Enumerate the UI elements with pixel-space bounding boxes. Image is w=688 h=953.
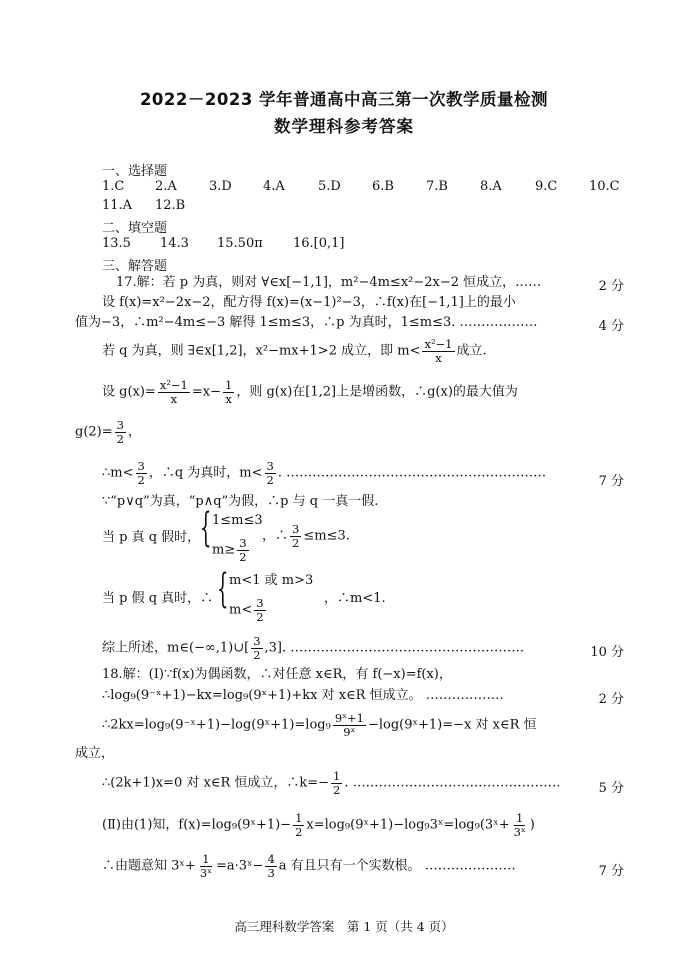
q17-case-label: 当 p 真 q 假时， xyxy=(102,530,201,545)
answer-item: 9.C xyxy=(535,179,558,194)
system-bottom: m< $\frac{3}{2}$ xyxy=(229,596,264,624)
answer-item: 6.B xyxy=(372,179,394,194)
answer-item: 8.A xyxy=(480,179,502,194)
system-bottom: m≥ $\frac{3}{2}$ xyxy=(212,536,247,564)
score-mark: 7 分 xyxy=(598,474,624,489)
answer-item: 2.A xyxy=(155,179,177,194)
page-footer: 高三理科数学答案 第 1 页（共 4 页） xyxy=(234,919,454,934)
answer-item: 11.A xyxy=(102,198,133,213)
fraction: $\frac{\text{x²−1}}{x}$ xyxy=(159,378,188,406)
fraction: $\frac{3}{2}$ xyxy=(253,634,261,662)
q17-line: 17.解：若 p 为真，则对 ∀∈x[−1,1]，m²−4m≤x²−2x−2 恒成立，…… xyxy=(116,275,542,290)
page-title: 2022－2023 学年普通高中高三第一次教学质量检测 xyxy=(139,90,549,109)
q18-line: ∴(2k+1)x=0 对 x∈R 恒成立，∴k=− $\frac{1}{2}$ . ………………………………………… xyxy=(102,769,561,797)
q17-line: g(2)= $\frac{3}{2}$ ， xyxy=(75,418,141,446)
fraction: $\frac{3}{2}$ xyxy=(266,459,274,487)
fraction: $\frac{3}{2}$ xyxy=(292,522,300,550)
q17-line: 设 g(x)= $\frac{\text{x²−1}}{x}$ =x− $\frac{1}{x}$ ，则 g(x)在[1,2]上是增函数，∴g(x)的最大值为 xyxy=(102,378,518,406)
q18-line: 成立， xyxy=(75,746,115,761)
score-mark: 2 分 xyxy=(598,692,624,707)
answer-item: 1.C xyxy=(102,179,125,194)
q17-case-result: ，∴m<1. xyxy=(324,591,386,606)
answer-item: 3.D xyxy=(209,179,232,194)
q18-line: 18.解：(Ⅰ)∵f(x)为偶函数，∴对任意 x∈R，有 f(−x)=f(x)， xyxy=(102,667,452,682)
fraction: $\frac{3}{2}$ xyxy=(256,596,264,624)
fraction: $\frac{\text{x²−1}}{x}$ xyxy=(424,337,453,365)
fraction: $\frac{\text{9ˣ+1}}{\text{9ˣ}}$ xyxy=(334,711,364,739)
q17-line: 值为−3，∴m²−4m≤−3 解得 1≤m≤3，∴p 为真时，1≤m≤3. ……………… xyxy=(75,315,538,330)
fraction: $\frac{3}{2}$ xyxy=(239,536,247,564)
answer-item: 7.B xyxy=(426,179,448,194)
fraction: $\frac{1}{2}$ xyxy=(333,769,341,797)
section-heading-solve: 三、解答题 xyxy=(102,259,168,274)
score-mark: 5 分 xyxy=(598,781,624,796)
brace-icon: { xyxy=(200,505,212,551)
q18-line: ∴log₉(9⁻ˣ+1)−kx=log₉(9ˣ+1)+kx 对 x∈R 恒成立。 ……………… xyxy=(102,688,504,703)
score-mark: 10 分 xyxy=(590,645,624,660)
answer-item: 10.C xyxy=(589,179,620,194)
score-mark: 4 分 xyxy=(598,319,624,334)
q17-case-result: ，∴ $\frac{3}{2}$ ≤m≤3. xyxy=(262,522,350,550)
answer-item: 5.D xyxy=(318,179,341,194)
answer-item: 4.A xyxy=(263,179,285,194)
section-heading-fill: 二、填空题 xyxy=(102,221,168,236)
brace-icon: { xyxy=(217,566,229,612)
score-mark: 2 分 xyxy=(598,279,624,294)
fraction: $\frac{3}{2}$ xyxy=(116,418,124,446)
answer-item: 16.[0,1] xyxy=(293,236,345,251)
score-mark: 7 分 xyxy=(598,864,624,879)
q18-line: (Ⅱ)由(1)知，f(x)=log₉(9ˣ+1)− $\frac{1}{2}$ x=log₉(9ˣ+1)−log₉3ˣ=log₉(3ˣ+ $\frac{1}{\text{3ˣ}}$ ) xyxy=(102,811,535,839)
answer-item: 15.50π xyxy=(217,236,263,251)
answer-item: 13.5 xyxy=(102,236,131,251)
fraction: $\frac{3}{2}$ xyxy=(137,459,145,487)
fraction: $\frac{4}{3}$ xyxy=(267,852,275,880)
fraction: $\frac{1}{\text{3ˣ}}$ xyxy=(199,852,213,880)
q17-line: ∴m< $\frac{3}{2}$ ，∴q 为真时，m< $\frac{3}{2}$ . …………………………………………………… xyxy=(102,459,547,487)
q18-line: ∴由题意知 3ˣ+ $\frac{1}{\text{3ˣ}}$ =a·3ˣ− $\frac{4}{3}$ a 有且只有一个实数根。 ………………… xyxy=(102,852,516,880)
system-top: m<1 或 m>3 xyxy=(229,573,314,588)
section-heading-choice: 一、选择题 xyxy=(102,164,168,179)
q17-case-label: 当 p 假 q 真时，∴ xyxy=(102,591,214,606)
fraction: $\frac{1}{x}$ xyxy=(225,378,233,406)
q17-line: 综上所述，m∈(−∞,1)∪[ $\frac{3}{2}$ ,3]. ……………………………………………… xyxy=(102,634,525,662)
q18-line: ∴2kx=log₉(9⁻ˣ+1)−log(9ˣ+1)=log₉ $\frac{\text{9ˣ+1}}{\text{9ˣ}}$ −log(9ˣ+1)=−x 对 x∈R 恒 xyxy=(102,711,537,739)
q17-line: 若 q 为真，则 ∃∈x[1,2]，x²−mx+1>2 成立，即 m< $\frac{\text{x²−1}}{x}$ 成立. xyxy=(102,337,487,365)
q17-line: ∵“p∨q”为真，“p∧q”为假，∴p 与 q 一真一假. xyxy=(102,494,379,509)
fraction: $\frac{1}{2}$ xyxy=(295,811,303,839)
answer-item: 12.B xyxy=(155,198,186,213)
q17-line: 设 f(x)=x²−2x−2，配方得 f(x)=(x−1)²−3，∴f(x)在[−1,1]上的最小 xyxy=(102,295,516,310)
system-top: 1≤m≤3 xyxy=(212,513,263,528)
fraction: $\frac{1}{\text{3ˣ}}$ xyxy=(513,811,526,839)
answer-item: 14.3 xyxy=(160,236,189,251)
page-subtitle: 数学理科参考答案 xyxy=(274,117,414,136)
